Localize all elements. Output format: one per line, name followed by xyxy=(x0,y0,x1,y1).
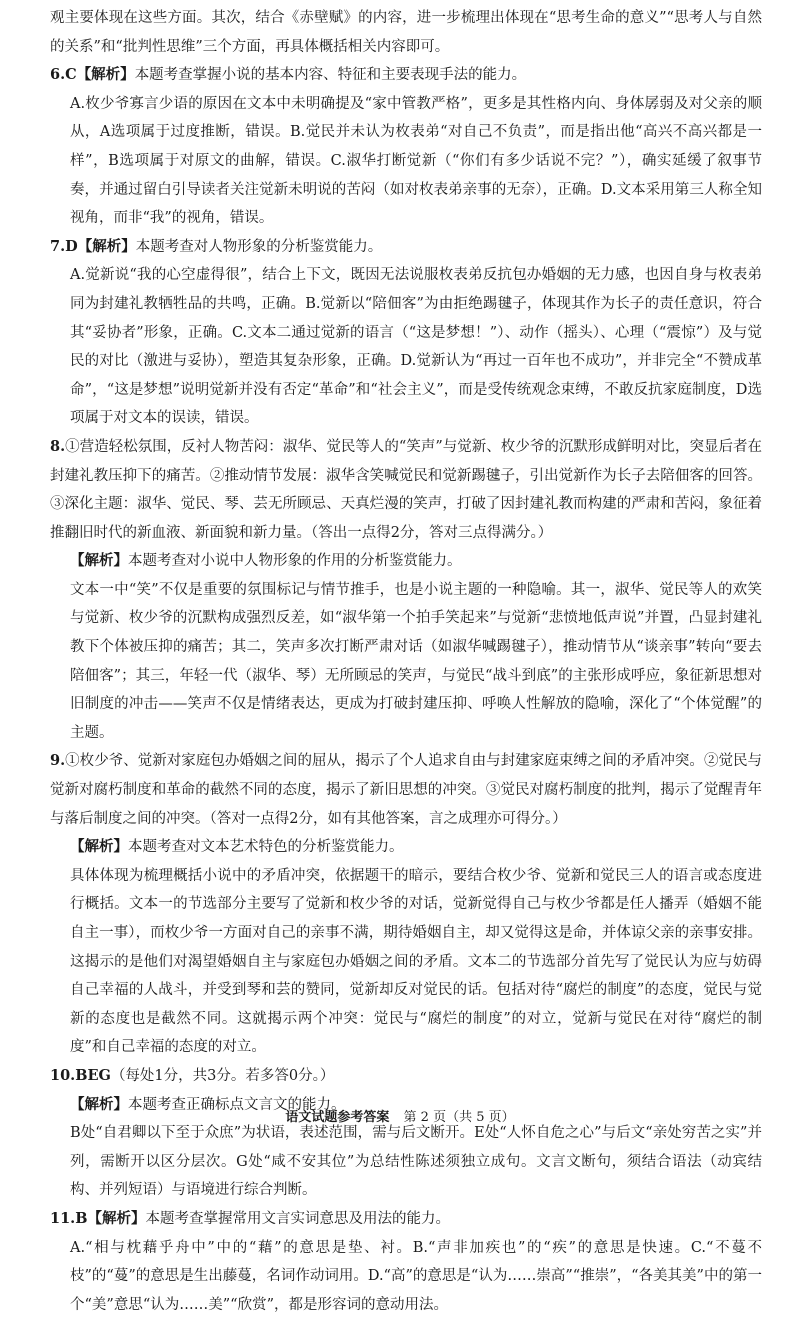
question-number: 7. xyxy=(50,237,66,255)
footer-page-number: 第 2 页（共 5 页） xyxy=(403,1110,515,1125)
answer-letter: D xyxy=(65,237,78,255)
paragraph-text: B处“自君卿以下至于众庶”为状语，表述范围，需与后文断开。E处“人怀自危之心”与后文“亲处穷苦之实”并列，需断开以区分层次。G处“咸不安其位”为总结性陈述须独立成句。文言文断句，须结合语法（动宾结构、并列短语）与语境进行综合判断。 xyxy=(70,1125,762,1199)
paragraph-text: 本题考查正确标点文言文的能力。 xyxy=(128,1096,346,1113)
paragraph xyxy=(50,1062,762,1091)
paragraph-text: 本题考查对人物形象的分析鉴赏能力。 xyxy=(135,238,383,255)
analysis-tag: 【解析】 xyxy=(70,838,128,856)
paragraph-text: 文本一中“笑”不仅是重要的氛围标记与情节推手，也是小说主题的一种隐喻。其一，淑华、觉民等人的欢笑与觉新、枚少爷的沉默构成强烈反差，如“淑华第一个拍手笑起来”与觉新“悲愤地低声说”并置，凸显封建礼教下个体被压抑的痛苦；其二，笑声多次打断严肃对话（如淑华喊踢毽子），推动情节从“谈亲事”转向“要去陪佃客”；其三，年轻一代（淑华、琴）无所顾忌的笑声，与觉民“战斗到底”的主张形成呼应，象征新思想对旧制度的冲击——笑声不仅是情绪表达，更成为打破封建压抑、呼唤人性解放的隐喻，深化了“个体觉醒”的主题。 xyxy=(70,581,762,741)
paragraph-text: A.“相与枕藉乎舟中”中的“藉”的意思是垫、衬。B.“声非加疾也”的“疾”的意思是快速。C.“不蔓不枝”的“蔓”的意思是生出藤蔓，名词作动词用。D.“高”的意思是“认为……崇高”“推崇”，“各美其美”中的第一个“美”意思“认为……美”“欣赏”，都是形容词的意动用法。 xyxy=(70,1239,762,1313)
paragraph-text: 本题考查对小说中人物形象的作用的分析鉴赏能力。 xyxy=(128,553,462,570)
paragraph xyxy=(50,862,762,1062)
paragraph xyxy=(50,833,762,862)
analysis-tag: 【解析】 xyxy=(77,237,136,255)
paragraph xyxy=(50,576,762,748)
paragraph-text: ①营造轻松氛围，反衬人物苦闷：淑华、觉民等人的“笑声”与觉新、枚少爷的沉默形成鲜明对比，突显后者在封建礼教压抑下的痛苦。②推动情节发展：淑华含笑喊觉民和觉新踢毽子，引出觉新作为长子去陪佃客的回答。③深化主题：淑华、觉民、琴、芸无所顾忌、天真烂漫的笑声，打破了因封建礼教而构建的严肃和苦闷，象征着推翻旧时代的新血液、新面貌和新力量。（答出一点得2分，答对三点得满分。） xyxy=(50,438,762,541)
paragraph-text: ①枚少爷、觉新对家庭包办婚姻之间的屈从，揭示了个人追求自由与封建家庭束缚之间的矛盾冲突。②觉民与觉新对腐朽制度和革命的截然不同的态度，揭示了新旧思想的冲突。③觉民对腐朽制度的批判，揭示了觉醒青年与落后制度之间的冲突。（答对一点得2分，如有其他答案，言之成理亦可得分。） xyxy=(50,753,762,827)
paragraph xyxy=(50,233,762,262)
question-number: 8. xyxy=(50,437,66,455)
paragraph-text: A.觉新说“我的心空虚得很”，结合上下文，既因无法说服枚表弟反抗包办婚姻的无力感，也因自身与枚表弟同为封建礼教牺牲品的共鸣，正确。B.觉新以“陪佃客”为由拒绝踢毽子，体现其作为长子的责任意识，符合其“妥协者”形象，正确。C.文本二通过觉新的语言（“这是梦想！”）、动作（摇头）、心理（“震惊”）及与觉民的对比（激进与妥协），塑造其复杂形象，正确。D.觉新认为“再过一百年也不成功”，并非完全“不赞成革命”，“这是梦想”说明觉新并没有否定“革命”和“社会主义”，而是受传统观念束缚，不敢反抗家庭制度，D选项属于对文本的误读，错误。 xyxy=(70,267,762,427)
answer-letter: BEG xyxy=(75,1066,111,1084)
analysis-tag: 【解析】 xyxy=(70,552,128,570)
footer-title: 语文试题参考答案 xyxy=(285,1110,390,1125)
answer-letter: B xyxy=(75,1209,88,1227)
paragraph-text: 具体体现为梳理概括小说中的矛盾冲突，依据题干的暗示，要结合枚少爷、觉新和觉民三人的语言或态度进行概括。文本一的节选部分主要写了觉新和枚少爷的对话，觉新觉得自己与枚少爷都是任人播弄（婚姻不能自主一事），而枚少爷一方面对自己的亲事不满，期待婚姻自主，却又觉得这是命，并体谅父亲的亲事安排。这揭示的是他们对渴望婚姻自主与家庭包办婚姻之间的矛盾。文本二的节选部分首先写了觉民认为应与妨碍自己幸福的人战斗，并受到琴和芸的赞同，觉新却反对觉民的话。包括对待“腐烂的制度”的态度，觉民与觉新的态度也是截然不同。这就揭示两个冲突：觉民与“腐烂的制度”的对立，觉新与觉民在对待“腐烂的制度”和自己幸福的态度的对立。 xyxy=(70,867,762,1056)
paragraph-text: 本题考查掌握小说的基本内容、特征和主要表现手法的能力。 xyxy=(134,67,527,84)
paragraph xyxy=(50,1205,762,1234)
paragraph-text: A.枚少爷寡言少语的原因在文本中未明确提及“家中管教严格”，更多是其性格内向、身体孱弱及对父亲的顺从，A选项属于过度推断，错误。B.觉民并未认为枚表弟“对自己不负责”，而是指出他“高兴不高兴都是一样”，B选项属于对原文的曲解，错误。C.淑华打断觉新（“你们有多少话说不完？”），确实延缓了叙事节奏，并通过留白引导读者关注觉新未明说的苦闷（如对枚表弟亲事的无奈），正确。D.文本采用第三人称全知视角，而非“我”的视角，错误。 xyxy=(70,95,762,227)
paragraph xyxy=(50,1234,762,1319)
analysis-tag: 【解析】 xyxy=(87,1209,146,1227)
paragraph xyxy=(50,433,762,547)
page-footer xyxy=(0,1108,800,1128)
question-number: 11. xyxy=(50,1209,76,1227)
paragraph-text: （每处1分，共3分。若多答0分。） xyxy=(110,1067,335,1084)
paragraph xyxy=(50,1119,762,1205)
paragraph xyxy=(50,747,762,833)
question-number: 10. xyxy=(50,1066,76,1084)
question-number: 9. xyxy=(50,752,66,770)
paragraph-text: 本题考查掌握常用文言实词意思及用法的能力。 xyxy=(145,1210,450,1227)
paragraph-text: 本题考查对文本艺术特色的分析鉴赏能力。 xyxy=(128,839,404,856)
paragraph xyxy=(50,547,762,576)
paragraph xyxy=(50,61,762,90)
analysis-tag: 【解析】 xyxy=(70,1095,128,1113)
paragraph xyxy=(50,4,762,61)
paragraph xyxy=(50,261,762,433)
paragraph-text: 观主要体现在这些方面。其次，结合《赤壁赋》的内容，进一步梳理出体现在“思考生命的意义”“思考人与自然的关系”和“批判性思维”三个方面，再具体概括相关内容即可。 xyxy=(50,10,762,55)
analysis-tag: 【解析】 xyxy=(76,66,135,84)
question-number: 6. xyxy=(50,66,66,84)
answer-letter: C xyxy=(65,66,77,84)
paragraph xyxy=(50,90,762,233)
